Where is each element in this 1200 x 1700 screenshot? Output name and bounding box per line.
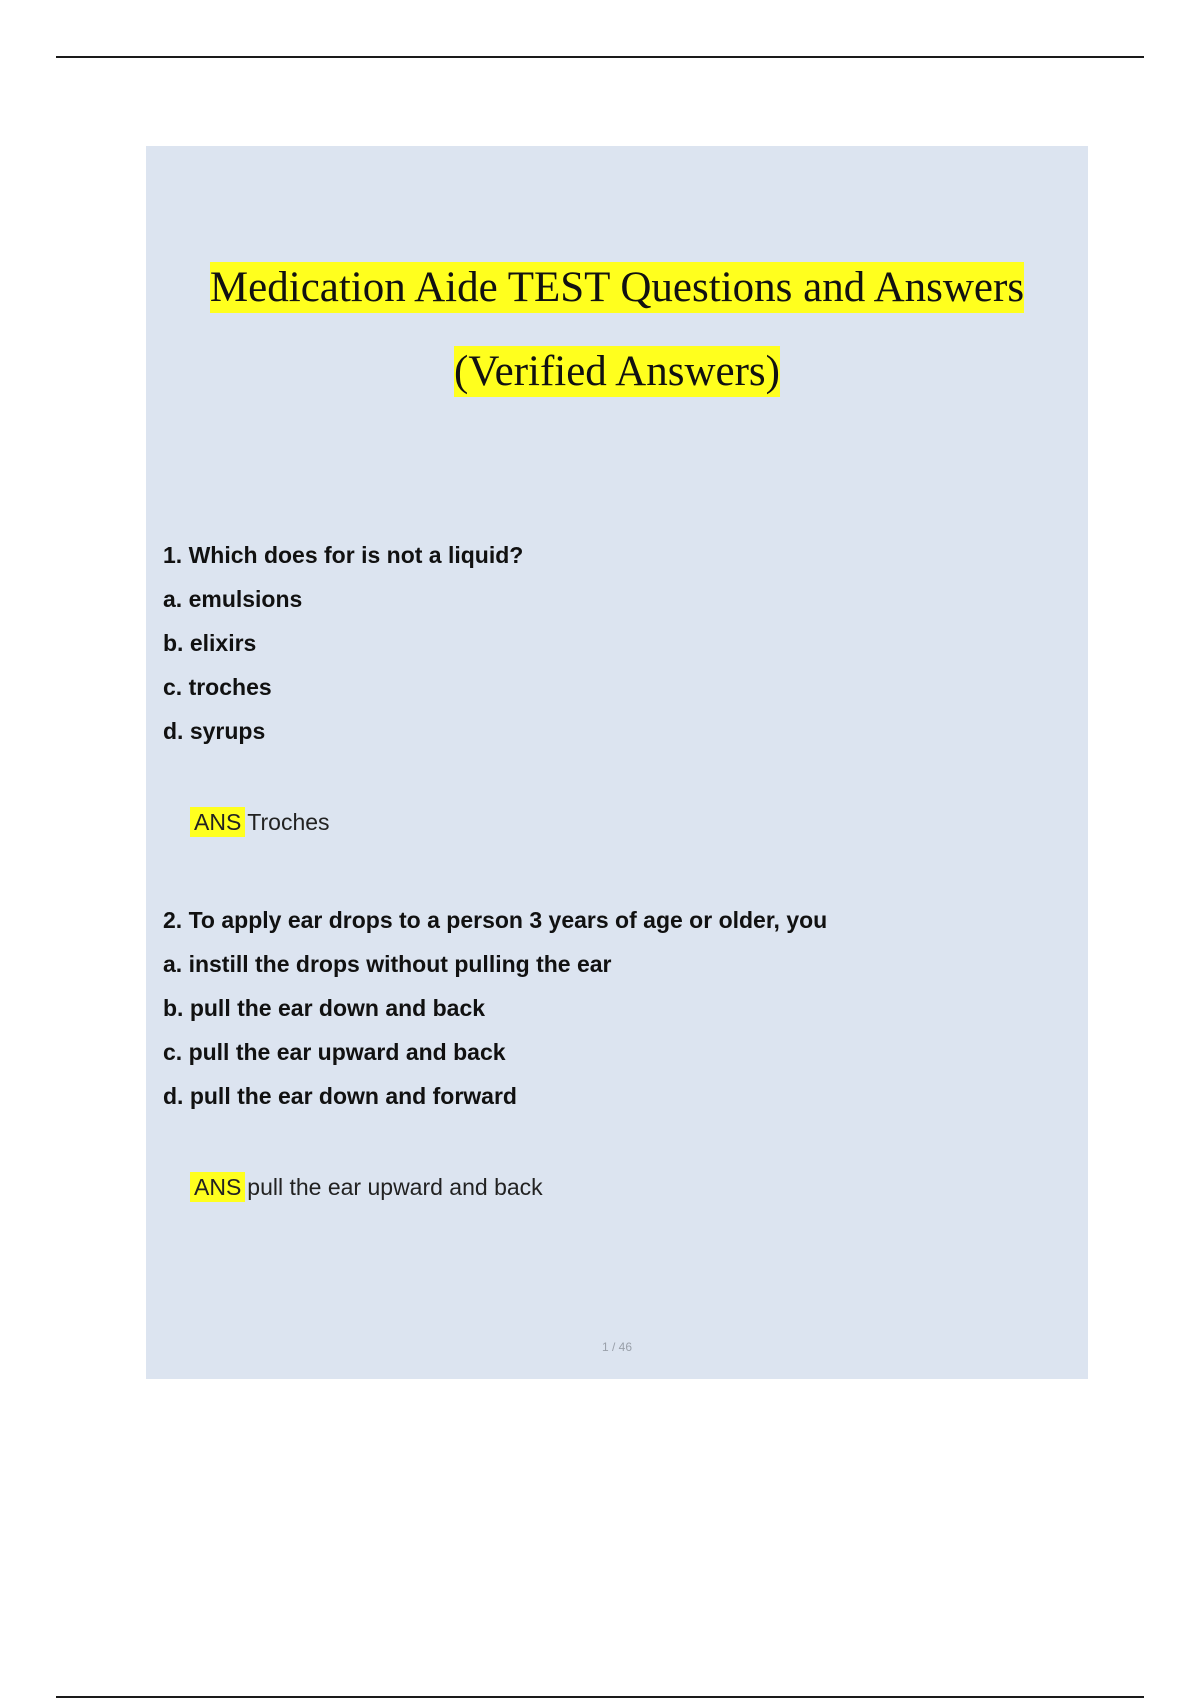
document-subtitle (146, 344, 1088, 400)
option-a: a. emulsions (163, 586, 303, 612)
option-d: d. syrups (163, 718, 266, 744)
answer-block-1 (190, 807, 330, 837)
question-text: 2. To apply ear drops to a person 3 years of age or older, you (163, 907, 828, 933)
option-c: c. pull the ear upward and back (163, 1039, 506, 1065)
option-a: a. instill the drops without pulling the ear (163, 951, 612, 977)
document-page (146, 146, 1088, 1379)
answer-block-2 (190, 1172, 543, 1202)
option-b: b. elixirs (163, 630, 257, 656)
question-text: 1. Which does for is not a liquid? (163, 542, 524, 568)
title-highlight-line1: Medication Aide TEST Questions and Answers (209, 264, 1025, 311)
option-c: c. troches (163, 674, 272, 700)
page-number: 1 / 46 (601, 1340, 633, 1354)
answer-label: ANS (190, 807, 245, 837)
title-highlight-line2: (Verified Answers) (454, 348, 780, 395)
answer-text: Troches (247, 809, 330, 835)
question-block-2 (163, 905, 827, 1125)
top-divider (56, 56, 1144, 58)
bottom-divider (56, 1696, 1144, 1698)
option-b: b. pull the ear down and back (163, 995, 486, 1021)
answer-text: pull the ear upward and back (247, 1174, 543, 1200)
option-d: d. pull the ear down and forward (163, 1083, 517, 1109)
document-title (146, 260, 1088, 316)
question-block-1 (163, 540, 523, 760)
answer-label: ANS (190, 1172, 245, 1202)
